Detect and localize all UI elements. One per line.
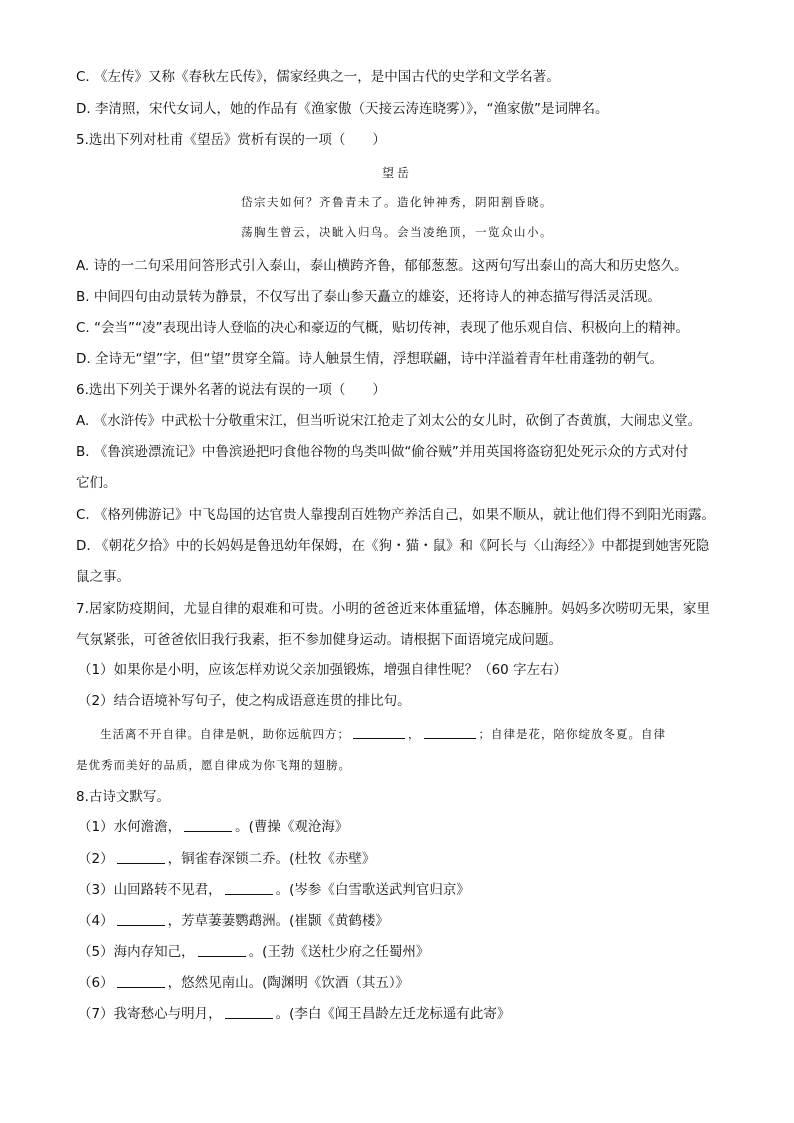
q8-item-7	[78, 1005, 728, 1023]
q4-option-c: C. 《左传》又称《春秋左氏传》，儒家经典之一，是中国古代的史学和文学名著。	[76, 69, 560, 85]
q7-passage-line1	[100, 725, 750, 743]
q5-stem: 5.选出下列对杜甫《望岳》赏析有误的一项（ ）	[76, 132, 386, 148]
item-number: （6）	[78, 975, 114, 991]
passage-text-1: 生活离不开自律。自律是帆，助你远航四方；	[100, 727, 350, 741]
q8-stem: 8.古诗文默写。	[76, 789, 170, 805]
q6-option-d-line2: 鼠之事。	[76, 569, 130, 585]
q8-item-5	[78, 943, 728, 961]
item-text-after: ，铜雀春深锁二乔。(杜牧《赤壁》	[167, 851, 376, 867]
q5-option-b: B. 中间四句由动景转为静景，不仅写出了泰山参天矗立的雄姿，还将诗人的神态描写得活灵活现。	[76, 289, 661, 305]
q6-option-d-line1: D. 《朝花夕拾》中的长妈妈是鲁迅幼年保姆，在《狗・猫・鼠》和《阿长与〈山海经〉》中都提到她害死隐	[76, 538, 710, 554]
item-number: （4）	[78, 913, 114, 929]
q5-option-c: C. “会当”“凌”表现出诗人登临的决心和豪迈的气概，贴切传神，表现了他乐观自信、积极向上的精神。	[76, 320, 689, 336]
q7-sub-question-2: （2）结合语境补写句子，使之构成语意连贯的排比句。	[78, 693, 411, 709]
item-text-after: ，悠然见南山。(陶渊明《饮酒（其五）》	[167, 975, 410, 991]
answer-blank-2[interactable]	[424, 726, 476, 739]
q6-option-b-line1: B. 《鲁滨逊漂流记》中鲁滨逊把叼食他谷物的鸟类叫做“偷谷贼”并用英国将盗窃犯处死示众的方式对付	[76, 444, 689, 460]
q7-stem-line1: 7.居家防疫期间，尤显自律的艰难和可贵。小明的爸爸近来体重猛增，体态臃肿。妈妈多次唠叨无果，家里	[76, 601, 710, 617]
q6-option-b-line2: 它们。	[76, 475, 117, 491]
q5-option-a: A. 诗的一二句采用问答形式引入泰山，泰山横跨齐鲁，郁郁葱葱。这两句写出泰山的高大和历史悠久。	[76, 258, 688, 274]
q8-item-2	[78, 850, 728, 868]
q6-stem: 6.选出下列关于课外名著的说法有误的一项（ ）	[76, 382, 386, 398]
passage-comma: ，	[408, 727, 421, 741]
poem-line-1: 岱宗夫如何？齐鲁青未了。造化钟神秀，阴阳割昏晓。	[241, 195, 553, 209]
item-number: （7）	[78, 1006, 114, 1022]
answer-blank-1[interactable]	[353, 726, 405, 739]
q6-option-a: A. 《水浒传》中武松十分敬重宋江，但当听说宋江抢走了刘太公的女儿时，砍倒了杏黄旗，大闹忠义堂。	[76, 413, 702, 429]
q6-option-c: C. 《格列佛游记》中飞岛国的达官贵人靠搜刮百姓物产养活自己，如果不顺从，就让他们得不到阳光雨露。	[76, 507, 716, 523]
q8-item-6	[78, 974, 728, 992]
q7-sub-question-1: （1）如果你是小明，应该怎样劝说父亲加强锻炼，增强自律性呢？（60 字左右）	[78, 662, 568, 678]
answer-blank[interactable]	[184, 819, 232, 832]
q8-item-4	[78, 912, 728, 930]
item-text-after: 。(李白《闻王昌龄左迁龙标遥有此寄》	[275, 1006, 511, 1022]
q7-passage-line2: 是优秀而美好的品质，愿自律成为你飞翔的翅膀。	[76, 758, 351, 772]
item-text-before: 海内存知己，	[113, 944, 195, 960]
item-text-before: 山回路转不见君，	[113, 882, 222, 898]
q5-option-d: D. 全诗无“望”字，但“望”贯穿全篇。诗人触景生情，浮想联翩，诗中洋溢着青年杜甫蓬勃的朝气。	[76, 351, 663, 367]
q7-stem-line2: 气氛紧张，可爸爸依旧我行我素，拒不参加健身运动。请根据下面语境完成问题。	[76, 632, 562, 648]
item-number: （2）	[78, 851, 114, 867]
answer-blank[interactable]	[117, 913, 165, 926]
item-text-after: 。(岑参《白雪歌送武判官归京》	[275, 882, 470, 898]
item-number: （3）	[78, 882, 114, 898]
q4-option-d: D. 李清照，宋代女词人，她的作品有《渔家傲（天接云涛连晓雾）》，“渔家傲”是词牌名。	[76, 101, 609, 117]
passage-text-2: ；自律是花，陪你绽放冬夏。自律	[478, 727, 666, 741]
answer-blank[interactable]	[117, 851, 165, 864]
item-text-before: 水何澹澹，	[113, 819, 182, 835]
answer-blank[interactable]	[198, 944, 246, 957]
poem-line-2: 荡胸生曾云，决眦入归鸟。会当凌绝顶，一览众山小。	[241, 225, 553, 239]
q8-item-1	[78, 818, 728, 836]
item-number: （5）	[78, 944, 114, 960]
answer-blank[interactable]	[117, 975, 165, 988]
item-text-after: 。(曹操《观沧海》	[235, 819, 349, 835]
item-text-before: 我寄愁心与明月，	[113, 1006, 222, 1022]
answer-blank[interactable]	[225, 882, 273, 895]
item-text-after: ，芳草萋萋鹦鹉洲。(崔颢《黄鹤楼》	[167, 913, 389, 929]
item-number: （1）	[78, 819, 114, 835]
poem-title: 望岳	[381, 166, 412, 180]
q8-item-3	[78, 881, 728, 899]
answer-blank[interactable]	[225, 1006, 273, 1019]
item-text-after: 。(王勃《送杜少府之任蜀州》	[248, 944, 430, 960]
